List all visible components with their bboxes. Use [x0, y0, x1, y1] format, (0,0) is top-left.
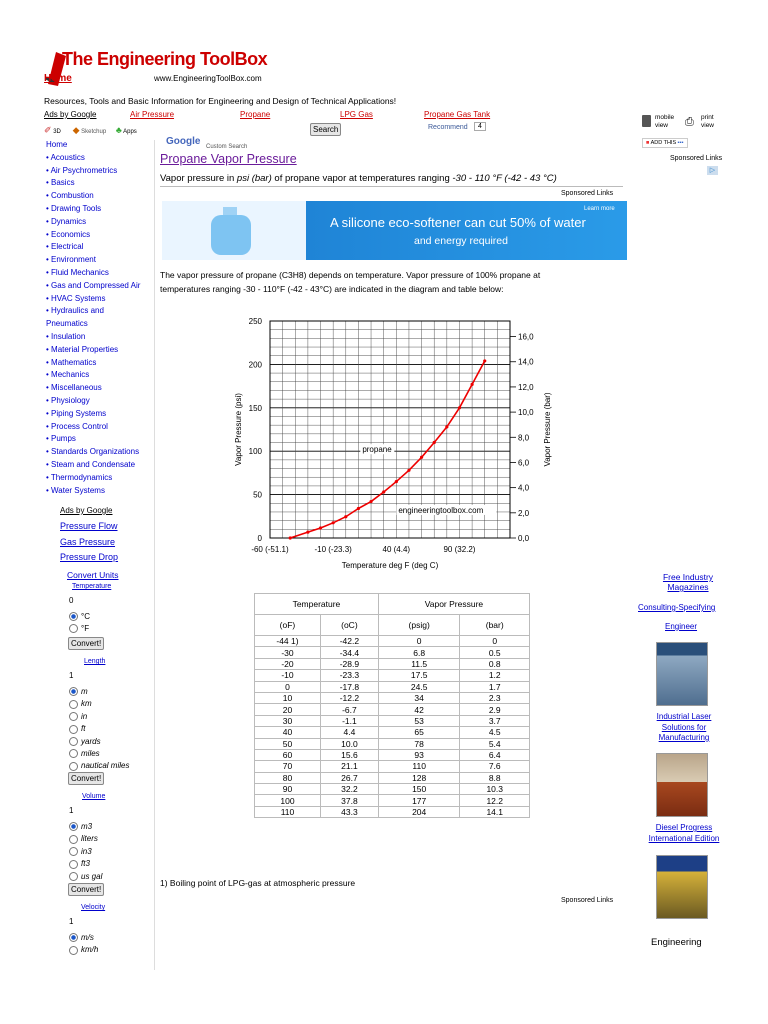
intro-paragraph-1: The vapor pressure of propane (C3H8) depends on temperature. Vapor pressure of 100% propane at [160, 270, 541, 280]
social-3d[interactable]: 3D [53, 129, 61, 135]
table-cell: 43.3 [320, 806, 378, 817]
free-magazines-link[interactable]: Free Industry Magazines [662, 572, 714, 592]
table-row [255, 784, 530, 795]
volume-value[interactable]: 1 [69, 806, 74, 815]
data-point [407, 469, 410, 472]
table-cell: 14.1 [460, 806, 530, 817]
vapor-pressure-chart [225, 310, 565, 578]
radio-icon[interactable] [69, 822, 78, 831]
sidebar-divider [154, 140, 155, 970]
table-cell: -12.2 [320, 692, 378, 703]
velocity-title[interactable]: Velocity [81, 904, 106, 911]
temperature-convert-button[interactable]: Convert! [68, 637, 104, 650]
volume-title[interactable]: Volume [82, 793, 106, 800]
length-option[interactable]: nautical miles [69, 760, 129, 772]
table-cell: 24.5 [378, 681, 460, 692]
table-cell: 78 [378, 738, 460, 749]
banner-ad[interactable] [162, 201, 627, 260]
table-cell: 6.8 [378, 647, 460, 658]
mag-engineer[interactable]: Engineer [665, 622, 698, 631]
length-option[interactable]: in [69, 711, 129, 723]
velocity-value[interactable]: 1 [69, 917, 74, 926]
sidebar-item[interactable]: • Air Psychrometrics [46, 165, 118, 175]
table-row [255, 692, 530, 703]
table-row [255, 636, 530, 647]
watermark-text: engineeringtoolbox.com [398, 505, 484, 515]
sidebar-item[interactable]: • Physiology [46, 395, 90, 405]
radio-icon[interactable] [69, 737, 78, 746]
mag-consulting-specifying[interactable]: Consulting-Specifying [638, 603, 716, 612]
sidebar-item[interactable]: • Fluid Mechanics [46, 267, 109, 277]
table-cell: 21.1 [320, 761, 378, 772]
banner-ad-text[interactable]: A silicone eco-softener can cut 50% of water [330, 215, 586, 230]
volume-option[interactable]: ft3 [69, 858, 102, 870]
table-row [255, 704, 530, 715]
sidebar-item[interactable]: • Standards Organizations [46, 447, 140, 457]
volume-option[interactable]: liters [69, 833, 102, 845]
recommend-count: 4 [474, 122, 486, 131]
table-cell: -34.4 [320, 647, 378, 658]
print-view-link[interactable]: print view [701, 114, 715, 129]
sidebar-item[interactable]: • Material Properties [46, 344, 119, 354]
data-point [420, 456, 423, 459]
data-point [471, 383, 474, 386]
table-cell: -30 [255, 647, 321, 658]
pencil-icon[interactable]: ✐ [44, 125, 52, 135]
table-cell: 5.4 [460, 738, 530, 749]
ad-link-lpg-gas[interactable]: LPG Gas [340, 110, 373, 119]
y2-tick-label: 4,0 [518, 483, 530, 493]
y2-tick-label: 6,0 [518, 458, 530, 468]
table-cell: 3.7 [460, 715, 530, 726]
ad-link-propane-gas-tank[interactable]: Propane Gas Tank [424, 110, 491, 119]
volume-convert-button[interactable]: Convert! [68, 883, 104, 896]
y2-tick-label: 12,0 [518, 382, 534, 392]
google-logo: Google [166, 136, 201, 147]
table-row [255, 647, 530, 658]
page-subtitle: Vapor pressure in psi (bar) of propane vapor at temperatures ranging -30 - 110 °F (-42 - 43 °C) [160, 173, 557, 184]
temperature-title[interactable]: Temperature [72, 583, 112, 590]
table-cell: 40 [255, 727, 321, 738]
vapor-pressure-table [254, 593, 530, 818]
table-cell: 150 [378, 784, 460, 795]
sidebar-item[interactable]: Pneumatics [46, 319, 88, 329]
sidebar-ad-pressure-drop[interactable]: Pressure Drop [60, 552, 119, 562]
y-tick-label: 100 [248, 447, 262, 457]
x-axis-label: Temperature deg F (deg C) [341, 561, 439, 570]
table-cell: 1.2 [460, 670, 530, 681]
length-title[interactable]: Length [84, 658, 106, 665]
sidebar-item[interactable]: • Pumps [46, 434, 76, 444]
table-cell: -44 1) [255, 636, 321, 647]
table-cell: 0.8 [460, 658, 530, 669]
table-cell: 0.5 [460, 647, 530, 658]
volume-option[interactable]: in3 [69, 846, 102, 858]
table-cell: 110 [378, 761, 460, 772]
mag-industrial-laser[interactable]: Industrial Laser Solutions for Manufacturing [656, 712, 712, 742]
table-cell: -1.1 [320, 715, 378, 726]
data-point [382, 490, 385, 493]
table-cell: 8.8 [460, 772, 530, 783]
sidebar-item[interactable]: • Drawing Tools [46, 203, 102, 213]
table-cell: -10 [255, 670, 321, 681]
sidebar-ad-gas-pressure[interactable]: Gas Pressure [60, 537, 116, 547]
temperature-option-c[interactable]: °C [69, 612, 90, 621]
temperature-option-f[interactable]: °F [69, 624, 89, 633]
intro-paragraph-2: temperatures ranging -30 - 110°F (-42 - 43°C) are indicated in the diagram and table below: [160, 284, 504, 294]
table-row [255, 761, 530, 772]
data-point [357, 507, 360, 510]
adchoices-icon[interactable]: ▷ [707, 166, 718, 175]
table-unit-header: (bar) [460, 615, 530, 636]
table-cell: 60 [255, 749, 321, 760]
sidebar [46, 139, 140, 497]
social-row [44, 125, 137, 136]
table-row [255, 806, 530, 817]
table-header-vapor-pressure: Vapor Pressure [378, 594, 529, 615]
sidebar-item[interactable]: • Mechanics [46, 370, 90, 380]
radio-icon[interactable] [69, 687, 78, 696]
printer-icon[interactable]: ⎙ [685, 116, 694, 128]
sidebar-item[interactable]: • HVAC Systems [46, 293, 106, 303]
data-point [289, 536, 292, 539]
table-cell: 2.3 [460, 692, 530, 703]
table-cell: 50 [255, 738, 321, 749]
apps-icon[interactable]: ♣ [115, 125, 122, 135]
table-cell: 70 [255, 761, 321, 772]
data-point [445, 425, 448, 428]
table-row [255, 772, 530, 783]
magazine-cover-laser[interactable] [656, 753, 708, 817]
water-bottle-icon [207, 207, 255, 257]
sidebar-item[interactable]: • Process Control [46, 421, 108, 431]
table-cell: 177 [378, 795, 460, 806]
mag-diesel-progress[interactable]: Diesel Progress International Edition [648, 823, 720, 843]
table-cell: 80 [255, 772, 321, 783]
table-unit-header: (oC) [320, 615, 378, 636]
search-button[interactable]: Search [310, 123, 341, 136]
sidebar-item[interactable]: • Dynamics [46, 216, 87, 226]
y-tick-label: 0 [257, 534, 262, 543]
table-cell: 10.0 [320, 738, 378, 749]
radio-icon[interactable] [69, 835, 78, 844]
table-row [255, 670, 530, 681]
length-option[interactable]: miles [69, 748, 129, 760]
table-row [255, 727, 530, 738]
social-apps[interactable]: Apps [123, 129, 137, 135]
tagline: Resources, Tools and Basic Information for Engineering and Design of Technical Applications! [44, 96, 397, 106]
table-row [255, 681, 530, 692]
sidebar-item[interactable]: • Miscellaneous [46, 383, 102, 393]
table-unit-header: (oF) [255, 615, 321, 636]
ads-by-google-top[interactable]: Ads by Google [44, 110, 97, 119]
radio-icon[interactable] [69, 612, 78, 621]
y-tick-label: 150 [248, 403, 262, 413]
mobile-view-link[interactable]: mobile view [655, 114, 675, 129]
sidebar-item[interactable]: • Economics [46, 229, 91, 239]
x-tick-label: -10 (-23.3) [314, 545, 352, 554]
radio-icon[interactable] [69, 700, 78, 709]
social-sketchup[interactable]: Sketchup [81, 129, 107, 135]
subtitle-underline [160, 186, 623, 187]
table-cell: 0 [255, 681, 321, 692]
table-cell: 100 [255, 795, 321, 806]
volume-option[interactable]: us gal [69, 871, 102, 883]
table-cell: 17.5 [378, 670, 460, 681]
sidebar-item[interactable]: • Mathematics [46, 357, 97, 367]
data-point [395, 480, 398, 483]
table-cell: 30 [255, 715, 321, 726]
x-tick-label: 90 (32.2) [443, 545, 476, 554]
table-row [255, 795, 530, 806]
radio-icon[interactable] [69, 712, 78, 721]
table-cell: 65 [378, 727, 460, 738]
table-cell: 128 [378, 772, 460, 783]
table-cell: -42.2 [320, 636, 378, 647]
radio-icon[interactable] [69, 860, 78, 869]
table-cell: 26.7 [320, 772, 378, 783]
addthis-button[interactable]: ■ ADD THIS ▪▪▪ [642, 138, 688, 148]
addthis-icon: ■ [646, 140, 650, 146]
y2-tick-label: 14,0 [518, 357, 534, 367]
table-cell: 0 [378, 636, 460, 647]
table-cell: 10.3 [460, 784, 530, 795]
table-cell: -28.9 [320, 658, 378, 669]
right-engineering-label: Engineering [651, 937, 702, 948]
sidebar-item[interactable]: • Combustion [46, 191, 94, 201]
table-cell: 15.6 [320, 749, 378, 760]
sidebar-item[interactable]: • Hydraulics and [46, 306, 104, 316]
velocity-option[interactable]: m/s [69, 932, 98, 944]
y2-tick-label: 8,0 [518, 433, 530, 443]
y2-tick-label: 16,0 [518, 332, 534, 342]
table-cell: 20 [255, 704, 321, 715]
table-cell: 4.5 [460, 727, 530, 738]
table-cell: -23.3 [320, 670, 378, 681]
mobile-icon[interactable] [642, 115, 651, 127]
length-convert-button[interactable]: Convert! [68, 772, 104, 785]
sponsored-links-label: Sponsored Links [561, 190, 614, 197]
table-row [255, 658, 530, 669]
y2-tick-label: 0,0 [518, 534, 530, 543]
sidebar-ads-label[interactable]: Ads by Google [60, 506, 113, 515]
table-cell: 53 [378, 715, 460, 726]
data-point [332, 521, 335, 524]
length-option[interactable]: m [69, 686, 129, 698]
series-label: propane [362, 445, 392, 455]
table-row [255, 749, 530, 760]
ad-link-air-pressure[interactable]: Air Pressure [130, 110, 175, 119]
data-point [306, 530, 309, 533]
sketchup-icon[interactable]: ◆ [72, 125, 80, 135]
table-cell: 110 [255, 806, 321, 817]
table-header-temperature: Temperature [255, 594, 379, 615]
home-link[interactable]: Home [44, 73, 72, 84]
table-cell: 37.8 [320, 795, 378, 806]
volume-options [69, 821, 102, 883]
sidebar-item[interactable]: • Basics [46, 178, 75, 188]
y-tick-label: 200 [248, 360, 262, 370]
velocity-option[interactable]: km/h [69, 944, 98, 956]
sidebar-item[interactable]: • Steam and Condensate [46, 459, 136, 469]
sidebar-item[interactable]: • Gas and Compressed Air [46, 280, 141, 290]
table-cell: 11.5 [378, 658, 460, 669]
data-point [319, 526, 322, 529]
length-options [69, 686, 129, 773]
banner-ad-text2: and energy required [414, 235, 508, 247]
radio-icon[interactable] [69, 624, 78, 633]
magazine-cover-engineer[interactable] [656, 642, 708, 706]
table-cell: 4.4 [320, 727, 378, 738]
y2-tick-label: 10,0 [518, 408, 534, 418]
table-unit-header: (psig) [378, 615, 460, 636]
ad-link-propane[interactable]: Propane [240, 110, 271, 119]
table-cell: -20 [255, 658, 321, 669]
x-tick-label: -60 (-51.1) [251, 545, 289, 554]
table-cell: -17.8 [320, 681, 378, 692]
data-point [344, 515, 347, 518]
table-cell: 6.4 [460, 749, 530, 760]
right-sponsored-links: Sponsored Links [670, 155, 723, 162]
length-option[interactable]: yards [69, 736, 129, 748]
share-icon: ▪▪▪ [677, 140, 684, 146]
sidebar-item[interactable]: • Electrical [46, 242, 84, 252]
table-cell: 42 [378, 704, 460, 715]
table-row [255, 738, 530, 749]
table-cell: 2.9 [460, 704, 530, 715]
sidebar-ad-pressure-flow[interactable]: Pressure Flow [60, 521, 118, 531]
sidebar-item[interactable]: Home [46, 140, 68, 149]
radio-icon[interactable] [69, 762, 78, 771]
temperature-value[interactable]: 0 [69, 596, 74, 605]
data-point [458, 406, 461, 409]
radio-icon[interactable] [69, 872, 78, 881]
sidebar-item[interactable]: • Insulation [46, 331, 86, 341]
table-cell: 1.7 [460, 681, 530, 692]
radio-icon[interactable] [69, 725, 78, 734]
y-tick-label: 50 [253, 490, 262, 500]
y2-tick-label: 2,0 [518, 508, 530, 518]
sidebar-item[interactable]: • Environment [46, 255, 96, 265]
table-row [255, 715, 530, 726]
table-cell: 12.2 [460, 795, 530, 806]
length-value[interactable]: 1 [69, 671, 74, 680]
footnote: 1) Boiling point of LPG-gas at atmospheric pressure [160, 878, 356, 888]
table-cell: 93 [378, 749, 460, 760]
radio-icon[interactable] [69, 946, 78, 955]
custom-search-label: Custom Search [206, 144, 248, 150]
convert-units-title[interactable]: Convert Units [67, 570, 119, 580]
magazine-cover-diesel[interactable] [656, 855, 708, 919]
banner-ad-learn-more[interactable]: Learn more [584, 206, 615, 212]
site-title[interactable]: The Engineering ToolBox [62, 49, 268, 69]
x-tick-label: 40 (4.4) [382, 545, 411, 554]
volume-option[interactable]: m3 [69, 821, 102, 833]
sidebar-item[interactable]: • Piping Systems [46, 408, 107, 418]
radio-icon[interactable] [69, 749, 78, 758]
site-url: www.EngineeringToolBox.com [154, 74, 262, 83]
data-point [433, 441, 436, 444]
velocity-options [69, 932, 98, 957]
table-cell: 32.2 [320, 784, 378, 795]
y-tick-label: 250 [248, 317, 262, 326]
y-axis-label: Vapor Pressure (psi) [234, 393, 243, 466]
table-cell: 7.6 [460, 761, 530, 772]
sidebar-item[interactable]: • Water Systems [46, 485, 105, 495]
table-cell: 10 [255, 692, 321, 703]
radio-icon[interactable] [69, 847, 78, 856]
data-point [369, 500, 372, 503]
table-cell: -6.7 [320, 704, 378, 715]
sidebar-item[interactable]: • Thermodynamics [46, 472, 113, 482]
recommend-button[interactable]: Recommend [428, 124, 468, 131]
radio-icon[interactable] [69, 933, 78, 942]
table-cell: 0 [460, 636, 530, 647]
length-option[interactable]: ft [69, 723, 129, 735]
y2-axis-label: Vapor Pressure (bar) [543, 392, 552, 467]
sponsored-links-bottom: Sponsored Links [561, 897, 614, 904]
table-cell: 90 [255, 784, 321, 795]
length-option[interactable]: km [69, 698, 129, 710]
table-cell: 204 [378, 806, 460, 817]
sidebar-item[interactable]: • Acoustics [46, 152, 85, 162]
page-title[interactable]: Propane Vapor Pressure [160, 152, 297, 166]
data-point [483, 359, 486, 362]
table-cell: 34 [378, 692, 460, 703]
